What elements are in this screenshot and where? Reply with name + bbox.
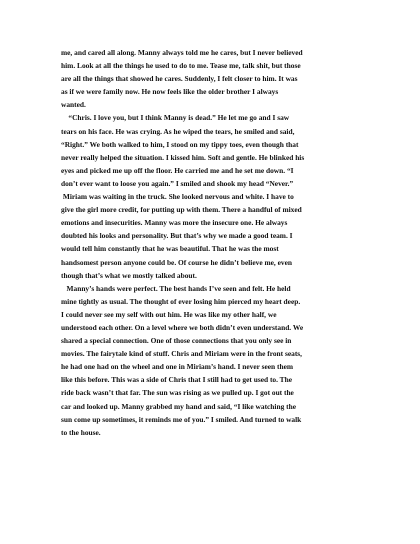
text-line: understood each other. On a level where we both didn’t even understand. We: [61, 322, 304, 332]
text-line: he had one had on the wheel and one in Miriam’s hand. I never seen them: [61, 362, 294, 372]
text-line: “Chris. I love you, but I think Manny is dead.” He let me go and I saw: [61, 113, 290, 123]
text-line: though that’s what we mostly talked about.: [61, 270, 197, 280]
text-line: give the girl more credit, for putting up with them. There a handful of mixed: [61, 205, 302, 215]
text-line: shared a special connection. One of those connections that you only see in: [61, 336, 292, 346]
text-line: car and looked up. Manny grabbed my hand and said, “I like watching the: [61, 401, 296, 411]
text-line: are all the things that showed he cares. Suddenly, I felt closer to him. It was: [61, 74, 298, 84]
body-text: [61, 46, 361, 439]
text-line: Miriam was waiting in the truck. She looked nervous and white. I have to: [61, 192, 294, 202]
text-line: to the house.: [61, 427, 101, 437]
text-line: I could never see my self with out him. He was like my other half, we: [61, 309, 277, 319]
text-line: never really helped the situation. I kissed him. Soft and gentle. He blinked his: [61, 152, 305, 162]
text-line: don’t ever want to loose you again.” I smiled and shook my head “Never.”: [61, 178, 294, 188]
text-line: wanted.: [61, 100, 86, 110]
text-line: me, and cared all along. Manny always told me he cares, but I never believed: [61, 48, 303, 57]
text-line: movies. The fairytale kind of stuff. Chris and Miriam were in the front seats,: [61, 349, 303, 359]
text-line: as if we were family now. He now feels like the older brother I always: [61, 87, 279, 97]
text-line: emotions and insecurities. Manny was more the insecure one. He always: [61, 218, 288, 228]
text-line: doubted his looks and personality. But that’s why we made a good team. I: [61, 231, 293, 241]
text-line: Manny’s hands were perfect. The best hands I’ve seen and felt. He held: [61, 283, 291, 293]
text-line: “Right.” We both walked to him, I stood on my tippy toes, even though that: [61, 139, 299, 149]
text-line: him. Look at all the things he used to do to me. Tease me, talk shit, but those: [61, 61, 301, 71]
text-line: eyes and picked me up off the floor. He carried me and he set me down. “I: [61, 165, 294, 175]
text-line: like this before. This was a side of Chris that I still had to get used to. The: [61, 375, 292, 385]
text-line: ride back wasn’t that far. The sun was rising as we pulled up. I got out the: [61, 388, 294, 398]
text-line: handsomest person anyone could be. Of course he didn’t believe me, even: [61, 257, 292, 267]
text-line: would tell him constantly that he was beautiful. That he was the most: [61, 244, 279, 254]
text-line: tears on his face. He was crying. As he wiped the tears, he smiled and said,: [61, 126, 295, 136]
text-line: mine tightly as usual. The thought of ever losing him pierced my heart deep.: [61, 296, 301, 306]
text-line: sun come up sometimes, it reminds me of you.” I smiled. And turned to walk: [61, 414, 302, 424]
